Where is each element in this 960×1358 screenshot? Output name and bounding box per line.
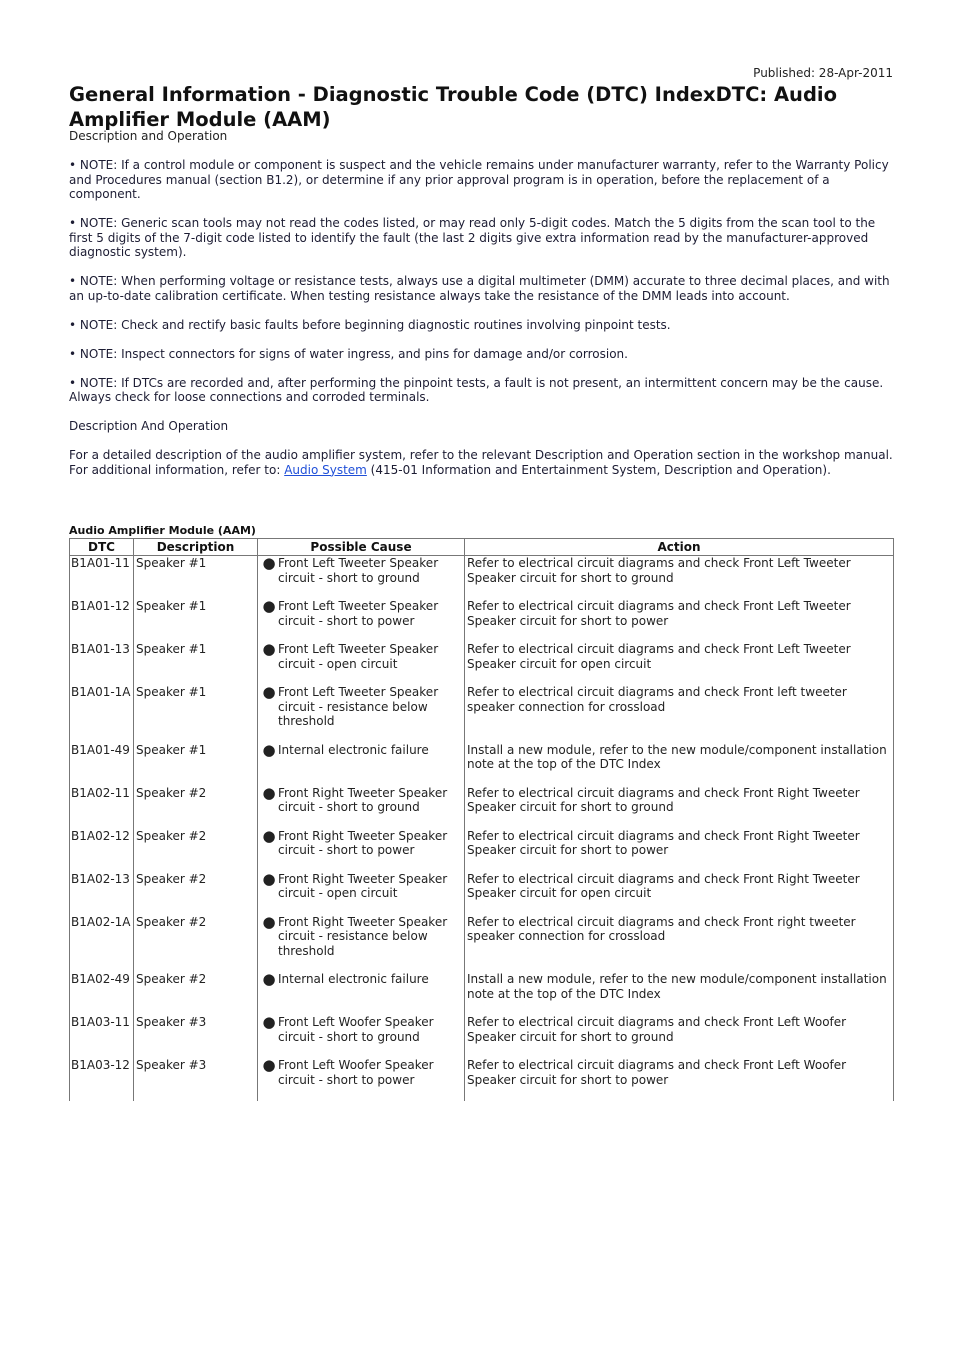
dtc-code: B1A03-11: [70, 1015, 134, 1058]
bullet-icon: ●: [262, 912, 276, 931]
col-header-dtc: DTC: [70, 539, 134, 556]
dtc-action: Install a new module, refer to the new module/component installation note at the top of the DTC Index: [465, 972, 894, 1015]
dtc-code: B1A02-12: [70, 829, 134, 872]
cause-text: Front Left Woofer Speaker circuit - short to ground: [278, 1015, 434, 1044]
col-header-possible-cause: Possible Cause: [258, 539, 465, 556]
table-row: [70, 972, 894, 1015]
table-row: [70, 556, 894, 600]
dtc-action: Refer to electrical circuit diagrams and check Front Left Tweeter Speaker circuit for short to power: [465, 599, 894, 642]
dtc-description: Speaker #1: [134, 743, 258, 786]
page-subtitle: Description and Operation: [69, 129, 228, 143]
cause-text: Front Left Tweeter Speaker circuit - short to power: [278, 599, 439, 628]
dtc-possible-cause: [258, 599, 465, 642]
cause-text: Front Right Tweeter Speaker circuit - open circuit: [278, 871, 448, 900]
note-warranty: • NOTE: If a control module or component is suspect and the vehicle remains under manufacturer warranty, refer to the Warranty Policy and Procedures manual (section B1.2), or determine if any prior approval program is in operation, before the replacement of a component.: [69, 158, 889, 201]
dtc-code: B1A02-11: [70, 786, 134, 829]
bullet-icon: ●: [262, 640, 276, 658]
dtc-description: Speaker #1: [134, 556, 258, 600]
dtc-table-body: [70, 556, 894, 1102]
dtc-code: B1A02-13: [70, 872, 134, 915]
dtc-code: B1A01-13: [70, 642, 134, 685]
dtc-action: Refer to electrical circuit diagrams and check Front right tweeter speaker connection for crossload: [465, 915, 894, 973]
audio-system-link[interactable]: Audio System: [284, 462, 367, 477]
notes-section: [69, 158, 895, 477]
dtc-possible-cause: [258, 556, 465, 600]
bullet-icon: ●: [262, 554, 276, 572]
dtc-possible-cause: [258, 912, 465, 973]
table-row: [70, 786, 894, 829]
bullet-icon: ●: [262, 869, 276, 888]
dtc-action: Refer to electrical circuit diagrams and check Front Right Tweeter Speaker circuit for open circuit: [465, 872, 894, 915]
bullet-icon: ●: [262, 783, 276, 802]
dtc-code: B1A03-12: [70, 1058, 134, 1101]
cause-text: Front Right Tweeter Speaker circuit - resistance below threshold: [278, 914, 448, 958]
table-row: [70, 1015, 894, 1058]
info-prefix: For additional information, refer to:: [69, 462, 285, 477]
table-row: [70, 599, 894, 642]
description-text: [69, 448, 895, 477]
cause-text: Front Left Tweeter Speaker circuit - resistance below threshold: [278, 685, 439, 728]
dtc-code: B1A01-11: [70, 556, 134, 600]
dtc-action: Refer to electrical circuit diagrams and check Front Right Tweeter Speaker circuit for short to power: [465, 829, 894, 872]
table-row: [70, 685, 894, 743]
dtc-table: [69, 538, 894, 1101]
table-header-row: [70, 539, 894, 556]
description-heading: Description And Operation: [69, 419, 229, 433]
col-header-description: Description: [134, 539, 258, 556]
page-title: General Information - Diagnostic Trouble Code (DTC) IndexDTC: Audio Amplifier Module (AAM): [69, 83, 837, 131]
dtc-description: Speaker #2: [134, 829, 258, 872]
dtc-possible-cause: [258, 972, 465, 1015]
cause-text: Internal electronic failure: [278, 742, 429, 757]
dtc-action: Refer to electrical circuit diagrams and check Front Left Tweeter Speaker circuit for short to ground: [465, 556, 894, 600]
info-suffix: (415-01 Information and Entertainment System, Description and Operation).: [366, 462, 831, 477]
dtc-description: Speaker #2: [134, 786, 258, 829]
bullet-icon: ●: [262, 826, 276, 845]
note-scan-tools: • NOTE: Generic scan tools may not read the codes listed, or may read only 5-digit codes. Match the 5 digits from the scan tool to the first 5 digits of the 7-digit code listed to identify the fault (the last 2 digits give extra information read by the manufacturer-approved diagnostic system).: [69, 216, 876, 259]
dtc-description: Speaker #2: [134, 972, 258, 1015]
dtc-action: Refer to electrical circuit diagrams and check Front Left Tweeter Speaker circuit for open circuit: [465, 642, 894, 685]
note-intermittent: • NOTE: If DTCs are recorded and, after performing the pinpoint tests, a fault is not present, an intermittent concern may be the cause. Always check for loose connections and corroded terminals.: [69, 375, 884, 404]
note-dmm: • NOTE: When performing voltage or resistance tests, always use a digital multimeter (DMM) accurate to three decimal places, and with an up-to-date calibration certificate. When testing resistance always take the resistance of the DMM leads into account.: [69, 274, 890, 303]
bullet-icon: ●: [262, 683, 276, 701]
cause-text: Front Left Tweeter Speaker circuit - short to ground: [278, 556, 439, 585]
dtc-description: Speaker #1: [134, 642, 258, 685]
dtc-possible-cause: [258, 869, 465, 915]
bullet-icon: ●: [262, 1056, 276, 1074]
dtc-code: B1A02-1A: [70, 915, 134, 973]
bullet-icon: ●: [262, 970, 276, 988]
table-row: [70, 915, 894, 973]
cause-text: Front Right Tweeter Speaker circuit - short to ground: [278, 785, 448, 814]
bullet-icon: ●: [262, 1013, 276, 1031]
dtc-code: B1A01-12: [70, 599, 134, 642]
table-row: [70, 743, 894, 786]
dtc-action: Install a new module, refer to the new module/component installation note at the top of the DTC Index: [465, 743, 894, 786]
dtc-description: Speaker #3: [134, 1015, 258, 1058]
dtc-possible-cause: [258, 1015, 465, 1058]
dtc-description: Speaker #1: [134, 685, 258, 743]
table-title: Audio Amplifier Module (AAM): [69, 524, 256, 537]
dtc-code: B1A01-49: [70, 743, 134, 786]
dtc-description: Speaker #1: [134, 599, 258, 642]
description-body: For a detailed description of the audio amplifier system, refer to the relevant Description and Operation section in the workshop manual.: [69, 448, 893, 462]
dtc-code: B1A02-49: [70, 972, 134, 1015]
dtc-code: B1A01-1A: [70, 685, 134, 743]
table-row: [70, 872, 894, 915]
dtc-description: Speaker #2: [134, 872, 258, 915]
cause-text: Internal electronic failure: [278, 972, 429, 986]
dtc-description: Speaker #3: [134, 1058, 258, 1101]
table-row: [70, 1058, 894, 1101]
cause-text: Front Right Tweeter Speaker circuit - short to power: [278, 828, 448, 857]
cause-text: Front Left Tweeter Speaker circuit - open circuit: [278, 642, 439, 671]
cause-text: Front Left Woofer Speaker circuit - short to power: [278, 1058, 434, 1087]
dtc-action: Refer to electrical circuit diagrams and check Front Left Woofer Speaker circuit for short to power: [465, 1058, 894, 1101]
dtc-possible-cause: [258, 685, 465, 743]
note-basic-faults: • NOTE: Check and rectify basic faults before beginning diagnostic routines involving pinpoint tests.: [69, 317, 671, 332]
dtc-action: Refer to electrical circuit diagrams and check Front left tweeter speaker connection for crossload: [465, 685, 894, 743]
dtc-action: Refer to electrical circuit diagrams and check Front Right Tweeter Speaker circuit for short to ground: [465, 786, 894, 829]
table-row: [70, 829, 894, 872]
table-row: [70, 642, 894, 685]
dtc-possible-cause: [258, 783, 465, 829]
published-date: Published: 28-Apr-2011: [753, 66, 893, 80]
dtc-possible-cause: [258, 1058, 465, 1101]
dtc-description: Speaker #2: [134, 915, 258, 973]
dtc-action: Refer to electrical circuit diagrams and check Front Left Woofer Speaker circuit for short to ground: [465, 1015, 894, 1058]
bullet-icon: ●: [262, 740, 276, 759]
bullet-icon: ●: [262, 597, 276, 615]
dtc-possible-cause: [258, 642, 465, 685]
note-connectors: • NOTE: Inspect connectors for signs of water ingress, and pins for damage and/or corrosion.: [69, 346, 628, 361]
col-header-action: Action: [465, 539, 894, 556]
dtc-possible-cause: [258, 740, 465, 786]
dtc-possible-cause: [258, 826, 465, 872]
